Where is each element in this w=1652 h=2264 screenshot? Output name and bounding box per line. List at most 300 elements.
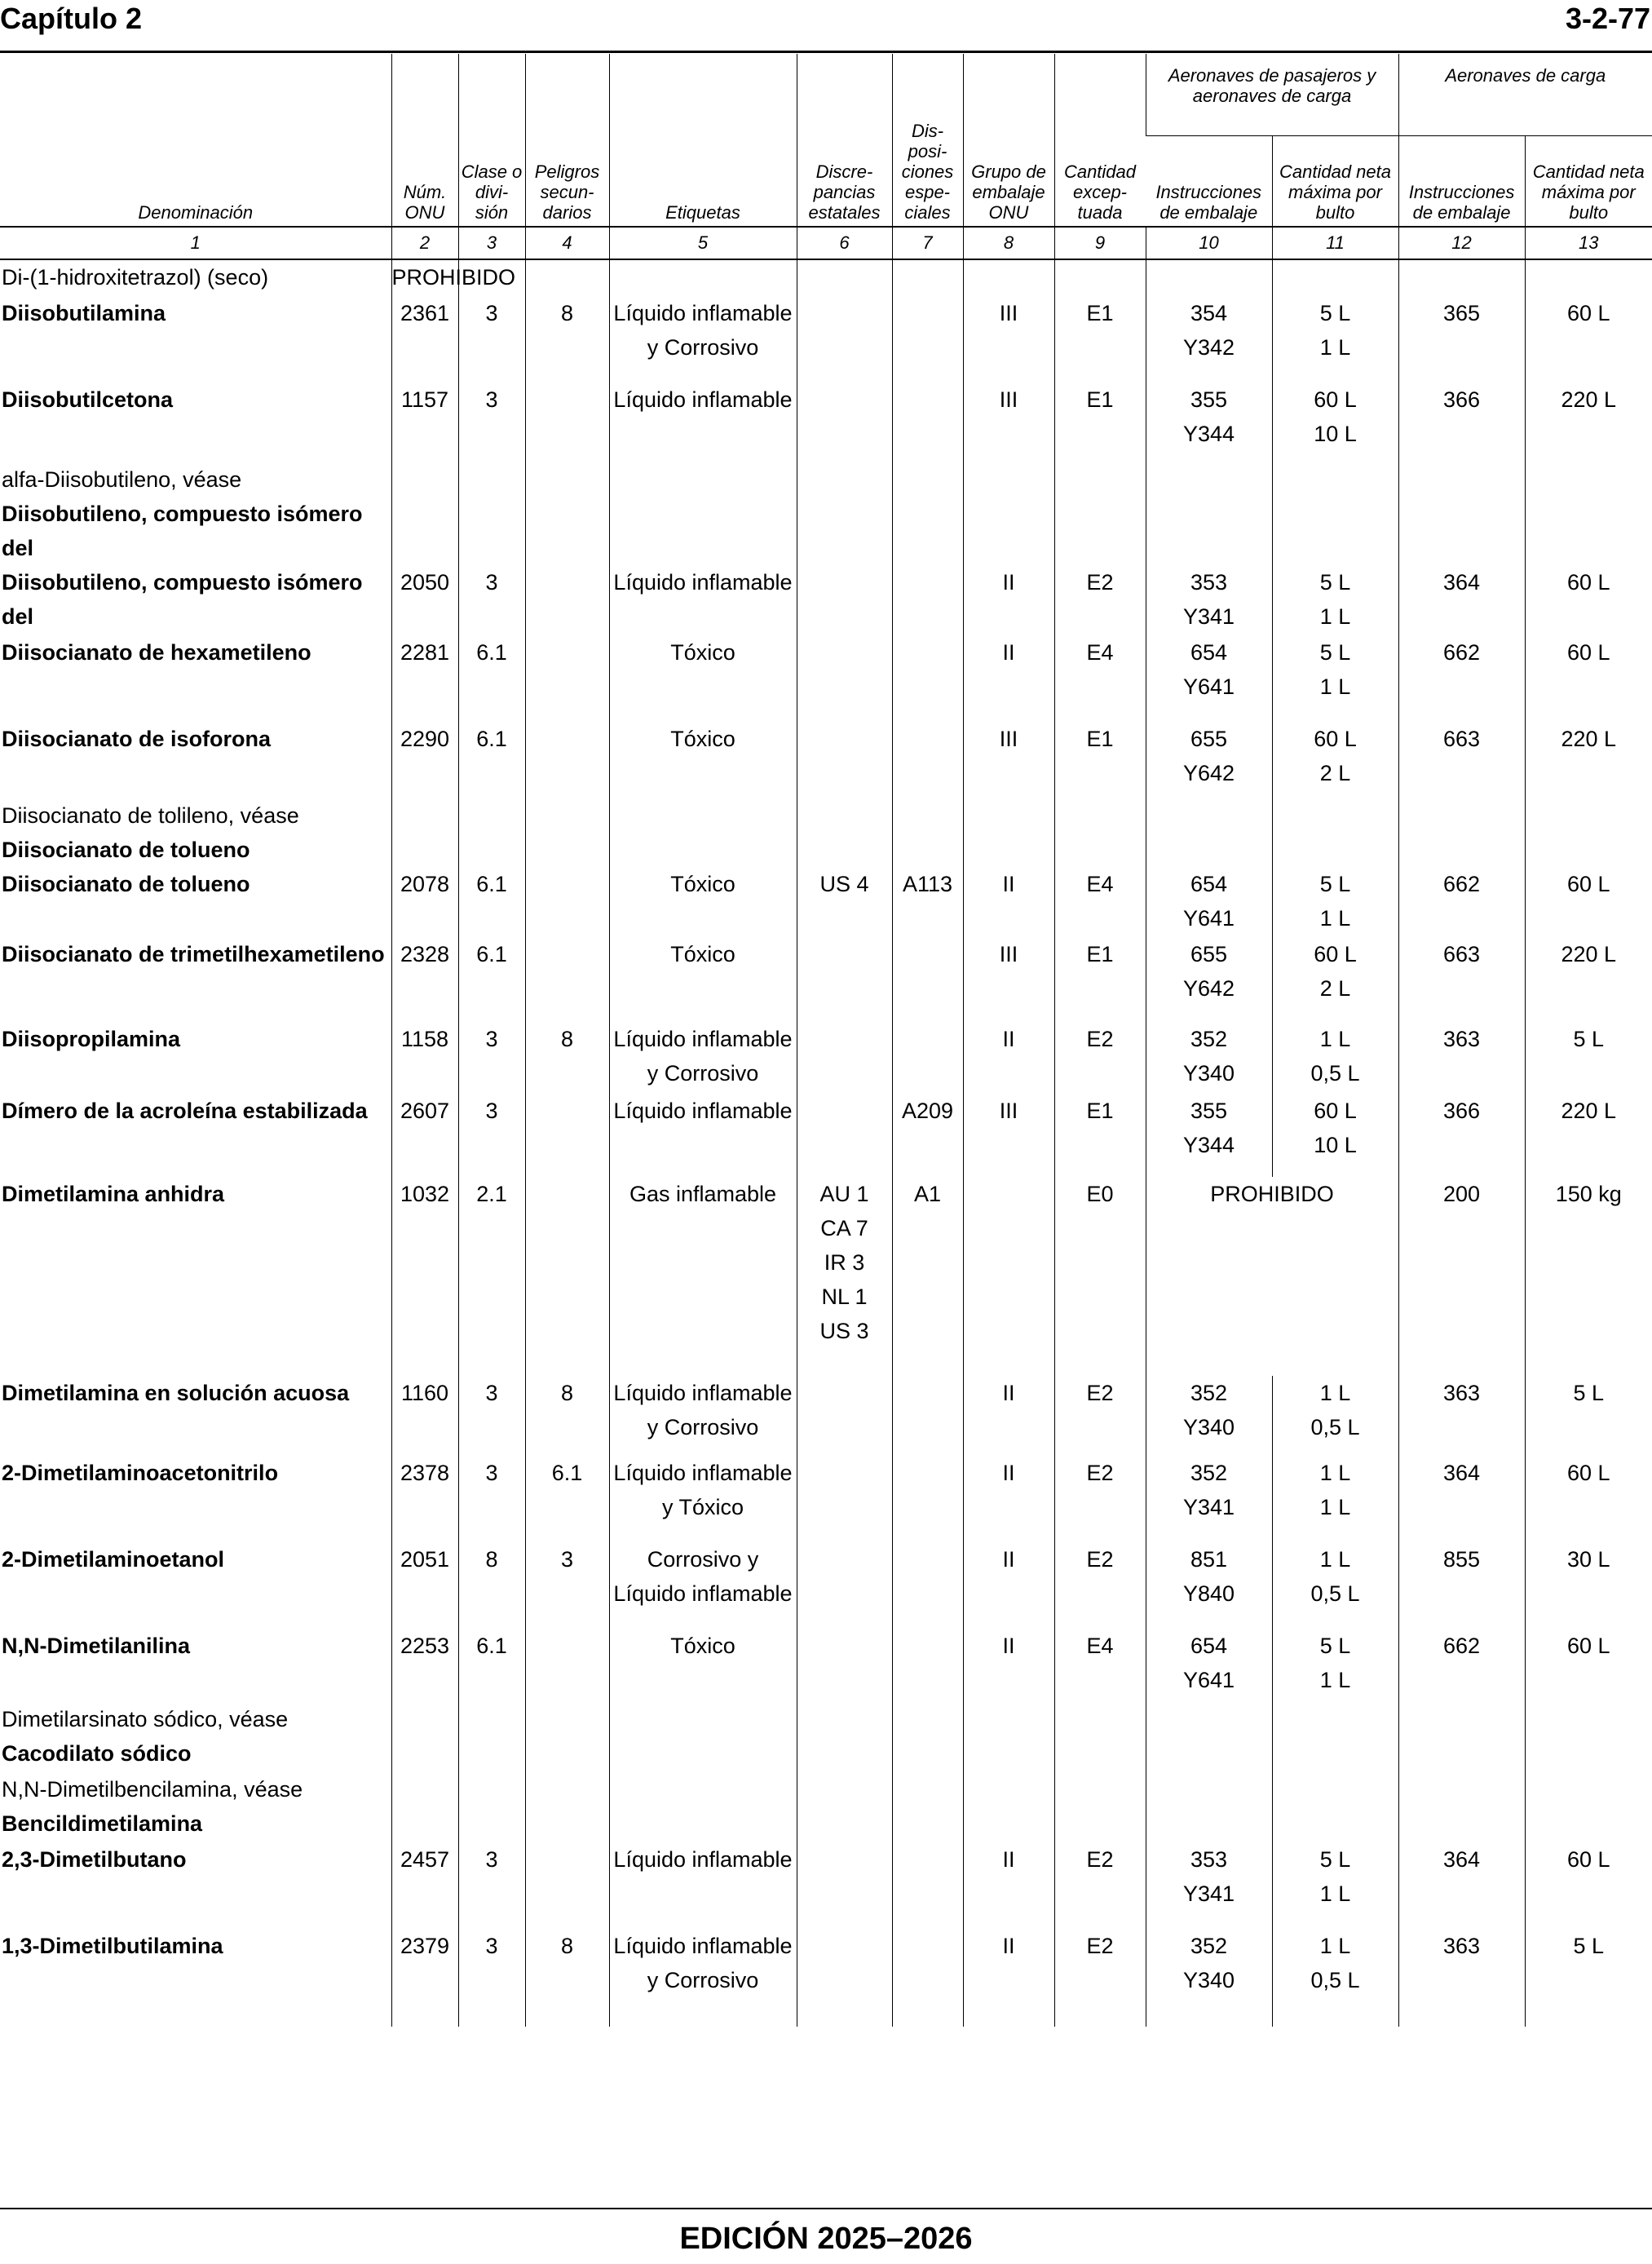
state-variations <box>797 565 892 635</box>
see-also-reference <box>0 1772 391 1842</box>
passenger-prohibited <box>1146 1177 1398 1376</box>
special-provision <box>892 635 963 722</box>
see-also-target: Cacodilato sódico <box>2 1741 192 1766</box>
special-provision <box>892 1376 963 1456</box>
empty-cell <box>458 1772 525 1842</box>
hazard-label: Líquido inflamable y Tóxico <box>609 1456 797 1542</box>
cargo-max-quantity: 60 L <box>1525 1629 1652 1702</box>
substance-name: Diisocianato de hexametileno <box>2 640 311 665</box>
see-also-target: Diisobutileno, compuesto isómero del <box>2 502 363 560</box>
table-row <box>0 1094 1652 1177</box>
state-variations <box>797 1022 892 1094</box>
empty-cell <box>1398 798 1525 867</box>
column-number: 12 <box>1398 227 1525 259</box>
passenger-max-quantity <box>1272 1629 1398 1702</box>
table-row <box>0 937 1652 1022</box>
see-also-reference <box>0 798 391 867</box>
see-also-reference <box>0 1702 391 1772</box>
special-provision <box>892 1456 963 1542</box>
packing-instruction: 851 <box>1190 1547 1228 1572</box>
passenger-packing-instruction <box>1146 565 1272 635</box>
packing-instruction: 352 <box>1190 1461 1228 1485</box>
excepted-quantity: E2 <box>1054 1376 1146 1456</box>
max-quantity: 1 L <box>1319 1381 1351 1405</box>
empty-cell <box>609 1772 797 1842</box>
packing-group: II <box>963 1022 1054 1094</box>
cargo-max-quantity: 60 L <box>1525 296 1652 382</box>
packing-instruction: 654 <box>1190 1634 1228 1658</box>
subsidiary-hazard <box>525 722 609 798</box>
header-discrepancias: Discre- pancias estatales <box>797 54 892 227</box>
page-number: 3-2-77 <box>1565 2 1650 35</box>
packing-instruction: Y641 <box>1182 906 1235 931</box>
passenger-max-quantity <box>1272 937 1398 1022</box>
hazard-class: 3 <box>458 1456 525 1542</box>
empty-cell <box>963 259 1054 296</box>
un-number: 2328 <box>391 937 458 1022</box>
hazard-label: Gas inflamable <box>609 1177 797 1376</box>
packing-instruction: 352 <box>1190 1934 1228 1958</box>
subsidiary-hazard: 8 <box>525 1022 609 1094</box>
special-provision: A113 <box>892 867 963 937</box>
empty-cell <box>963 462 1054 565</box>
excepted-quantity: E2 <box>1054 1842 1146 1929</box>
empty-cell <box>609 798 797 867</box>
max-quantity: 60 L <box>1314 942 1357 966</box>
state-variations <box>797 1842 892 1929</box>
cargo-packing-instruction: 363 <box>1398 1022 1525 1094</box>
packing-instruction: Y340 <box>1182 1415 1235 1439</box>
header-clase: Clase o divi- sión <box>458 54 525 227</box>
special-provision <box>892 296 963 382</box>
un-number: 2607 <box>391 1094 458 1177</box>
substance-name: Dimetilamina anhidra <box>2 1182 225 1206</box>
column-number: 3 <box>458 227 525 259</box>
substance-name: Dimetilamina en solución acuosa <box>2 1381 350 1405</box>
hazard-class: 6.1 <box>458 1629 525 1702</box>
max-quantity: 60 L <box>1314 1099 1357 1123</box>
max-quantity: 5 L <box>1319 301 1351 325</box>
packing-instruction: Y840 <box>1182 1581 1235 1606</box>
subsidiary-hazard <box>525 1629 609 1702</box>
header-disposiciones: Dis- posi- ciones espe- ciales <box>892 54 963 227</box>
packing-instruction: Y344 <box>1182 422 1235 446</box>
un-number: 2361 <box>391 296 458 382</box>
packing-instruction: Y341 <box>1182 604 1235 629</box>
empty-cell <box>391 462 458 565</box>
subsidiary-hazard <box>525 1177 609 1376</box>
hazard-label: Tóxico <box>609 867 797 937</box>
empty-cell <box>609 259 797 296</box>
packing-instruction: 655 <box>1190 942 1228 966</box>
packing-instruction: Y344 <box>1182 1133 1235 1157</box>
passenger-max-quantity <box>1272 1542 1398 1629</box>
hazard-label: Líquido inflamable <box>609 1842 797 1929</box>
max-quantity: 1 L <box>1319 674 1351 699</box>
table-row <box>0 1456 1652 1542</box>
passenger-packing-instruction <box>1146 1629 1272 1702</box>
see-also-target: Bencildimetilamina <box>2 1811 203 1836</box>
empty-cell <box>963 798 1054 867</box>
hazard-class: 3 <box>458 382 525 462</box>
header-peligros: Peligros secun- darios <box>525 54 609 227</box>
empty-cell <box>1146 1772 1272 1842</box>
hazard-class: 6.1 <box>458 722 525 798</box>
passenger-max-quantity <box>1272 1376 1398 1456</box>
special-provision <box>892 722 963 798</box>
prohibited-label: PROHIBIDO <box>391 265 516 290</box>
empty-cell <box>797 259 892 296</box>
empty-cell <box>1525 259 1652 296</box>
cargo-max-quantity: 60 L <box>1525 565 1652 635</box>
header-pax-cantidad: Cantidad neta máxima por bulto <box>1272 136 1398 228</box>
empty-cell <box>1146 798 1272 867</box>
packing-group: II <box>963 867 1054 937</box>
packing-instruction: Y341 <box>1182 1882 1235 1906</box>
special-provision: A1 <box>892 1177 963 1376</box>
cargo-packing-instruction: 366 <box>1398 1094 1525 1177</box>
packing-instruction: 352 <box>1190 1381 1228 1405</box>
cargo-packing-instruction: 200 <box>1398 1177 1525 1376</box>
table-row <box>0 867 1652 937</box>
passenger-max-quantity <box>1272 867 1398 937</box>
subsidiary-hazard: 6.1 <box>525 1456 609 1542</box>
state-variation: US 3 <box>819 1319 869 1343</box>
excepted-quantity: E4 <box>1054 1629 1146 1702</box>
packing-instruction: Y340 <box>1182 1968 1235 1992</box>
column-number: 8 <box>963 227 1054 259</box>
cargo-packing-instruction: 363 <box>1398 1376 1525 1456</box>
empty-cell <box>797 462 892 565</box>
cargo-packing-instruction: 364 <box>1398 565 1525 635</box>
cargo-packing-instruction: 662 <box>1398 1629 1525 1702</box>
empty-cell <box>1272 259 1398 296</box>
empty-cell <box>963 1702 1054 1772</box>
subsidiary-hazard <box>525 565 609 635</box>
empty-cell <box>1272 798 1398 867</box>
max-quantity: 5 L <box>1319 1847 1351 1872</box>
cargo-max-quantity: 30 L <box>1525 1542 1652 1629</box>
header-cantidad-exceptuada: Cantidad excep- tuada <box>1054 54 1146 227</box>
packing-group: II <box>963 1376 1054 1456</box>
excepted-quantity: E1 <box>1054 937 1146 1022</box>
hazard-class: 6.1 <box>458 937 525 1022</box>
max-quantity: 5 L <box>1319 1634 1351 1658</box>
excepted-quantity: E2 <box>1054 1542 1146 1629</box>
packing-group: II <box>963 635 1054 722</box>
empty-cell <box>797 1702 892 1772</box>
passenger-packing-instruction <box>1146 1456 1272 1542</box>
hazard-label: Corrosivo y Líquido inflamable <box>609 1542 797 1629</box>
empty-cell <box>892 798 963 867</box>
hazard-label: Líquido inflamable y Corrosivo <box>609 1022 797 1094</box>
see-also-target: Diisocianato de tolueno <box>2 838 250 862</box>
cargo-packing-instruction: 365 <box>1398 296 1525 382</box>
max-quantity: 10 L <box>1314 422 1357 446</box>
empty-cell <box>1054 798 1146 867</box>
packing-group: II <box>963 1542 1054 1629</box>
column-number: 11 <box>1272 227 1398 259</box>
packing-instruction: Y342 <box>1182 335 1235 360</box>
empty-cell <box>1272 1702 1398 1772</box>
subsidiary-hazard <box>525 937 609 1022</box>
empty-cell <box>1054 462 1146 565</box>
cargo-max-quantity: 60 L <box>1525 1456 1652 1542</box>
column-number: 6 <box>797 227 892 259</box>
excepted-quantity: E1 <box>1054 296 1146 382</box>
state-variations <box>797 722 892 798</box>
passenger-max-quantity <box>1272 565 1398 635</box>
excepted-quantity: E4 <box>1054 867 1146 937</box>
un-number: 2379 <box>391 1929 458 2027</box>
state-variations <box>797 1629 892 1702</box>
excepted-quantity: E2 <box>1054 1022 1146 1094</box>
substance-name: 1,3-Dimetilbutilamina <box>2 1934 223 1958</box>
un-number: 2051 <box>391 1542 458 1629</box>
subsidiary-hazard: 8 <box>525 1376 609 1456</box>
cargo-packing-instruction: 364 <box>1398 1842 1525 1929</box>
empty-cell <box>525 1772 609 1842</box>
prohibited-label: PROHIBIDO <box>1210 1182 1334 1206</box>
empty-cell <box>609 1702 797 1772</box>
passenger-packing-instruction <box>1146 722 1272 798</box>
empty-cell <box>892 259 963 296</box>
column-number: 2 <box>391 227 458 259</box>
passenger-max-quantity <box>1272 296 1398 382</box>
subsidiary-hazard <box>525 382 609 462</box>
column-number-row <box>0 227 1652 259</box>
hazard-class: 6.1 <box>458 635 525 722</box>
passenger-packing-instruction <box>1146 382 1272 462</box>
state-variations <box>797 1177 892 1376</box>
table-row <box>0 259 1652 296</box>
header-num-onu: Núm. ONU <box>391 54 458 227</box>
un-number: 1158 <box>391 1022 458 1094</box>
hazard-label: Tóxico <box>609 722 797 798</box>
state-variations <box>797 1456 892 1542</box>
empty-cell <box>1525 1772 1652 1842</box>
packing-group: II <box>963 1456 1054 1542</box>
un-number: 2253 <box>391 1629 458 1702</box>
packing-instruction: Y341 <box>1182 1495 1235 1519</box>
empty-cell <box>1525 1702 1652 1772</box>
packing-instruction: 355 <box>1190 387 1228 412</box>
un-number: 2281 <box>391 635 458 722</box>
max-quantity: 1 L <box>1319 1027 1351 1051</box>
table-row <box>0 565 1652 635</box>
excepted-quantity: E4 <box>1054 635 1146 722</box>
hazard-label: Líquido inflamable <box>609 1094 797 1177</box>
passenger-packing-instruction <box>1146 296 1272 382</box>
excepted-quantity: E1 <box>1054 1094 1146 1177</box>
passenger-packing-instruction <box>1146 937 1272 1022</box>
empty-cell <box>525 259 609 296</box>
max-quantity: 60 L <box>1314 387 1357 412</box>
state-variations <box>797 1929 892 2027</box>
max-quantity: 1 L <box>1319 1934 1351 1958</box>
empty-cell <box>1146 462 1272 565</box>
column-number: 9 <box>1054 227 1146 259</box>
state-variation: NL 1 <box>821 1285 868 1309</box>
empty-cell <box>1054 1702 1146 1772</box>
substance-name: Diisopropilamina <box>2 1027 181 1051</box>
un-number: 1157 <box>391 382 458 462</box>
packing-instruction: 654 <box>1190 640 1228 665</box>
substance-name: Diisobutileno, compuesto isómero del <box>2 570 363 629</box>
special-provision <box>892 937 963 1022</box>
empty-cell <box>1525 798 1652 867</box>
passenger-max-quantity <box>1272 1842 1398 1929</box>
table-body <box>0 259 1652 2027</box>
empty-cell <box>1146 259 1272 296</box>
passenger-packing-instruction <box>1146 1542 1272 1629</box>
cargo-max-quantity: 220 L <box>1525 722 1652 798</box>
substance-name: Diisocianato de isoforona <box>2 727 272 751</box>
footer-rule <box>0 2208 1652 2209</box>
max-quantity: 2 L <box>1319 761 1351 785</box>
packing-group: III <box>963 1094 1054 1177</box>
chapter-title: Capítulo 2 <box>0 2 143 35</box>
empty-cell <box>391 798 458 867</box>
empty-cell <box>892 462 963 565</box>
passenger-packing-instruction <box>1146 1842 1272 1929</box>
empty-cell <box>892 1702 963 1772</box>
table-row <box>0 798 1652 867</box>
max-quantity: 10 L <box>1314 1133 1357 1157</box>
state-variation: AU 1 <box>819 1182 869 1206</box>
cargo-packing-instruction: 662 <box>1398 635 1525 722</box>
empty-cell <box>458 1702 525 1772</box>
empty-cell <box>609 462 797 565</box>
excepted-quantity: E2 <box>1054 1929 1146 2027</box>
state-variations <box>797 382 892 462</box>
table-row <box>0 722 1652 798</box>
table-row <box>0 382 1652 462</box>
substance-name: 2-Dimetilaminoacetonitrilo <box>2 1461 279 1485</box>
cargo-packing-instruction: 364 <box>1398 1456 1525 1542</box>
table-row <box>0 1702 1652 1772</box>
cargo-packing-instruction: 363 <box>1398 1929 1525 2027</box>
column-number: 13 <box>1525 227 1652 259</box>
packing-group: II <box>963 1929 1054 2027</box>
max-quantity: 1 L <box>1319 1461 1351 1485</box>
substance-name: Diisocianato de tolueno <box>2 872 250 896</box>
column-number: 5 <box>609 227 797 259</box>
packing-instruction: 352 <box>1190 1027 1228 1051</box>
max-quantity: 0,5 L <box>1310 1968 1360 1992</box>
hazard-label: Tóxico <box>609 1629 797 1702</box>
special-provision <box>892 1629 963 1702</box>
row-name: Di-(1-hidroxitetrazol) (seco) <box>2 265 269 290</box>
table-row <box>0 1629 1652 1702</box>
table-row <box>0 1842 1652 1929</box>
max-quantity: 60 L <box>1314 727 1357 751</box>
hazard-class: 2.1 <box>458 1177 525 1376</box>
passenger-packing-instruction <box>1146 1022 1272 1094</box>
cargo-max-quantity: 220 L <box>1525 1094 1652 1177</box>
see-also-prefix: Diisocianato de tolileno, véase <box>2 803 299 828</box>
see-also-reference <box>0 462 391 565</box>
substance-name: Dímero de la acroleína estabilizada <box>2 1099 368 1123</box>
empty-cell <box>892 1772 963 1842</box>
empty-cell <box>458 462 525 565</box>
column-number: 7 <box>892 227 963 259</box>
subsidiary-hazard: 8 <box>525 296 609 382</box>
packing-instruction: 353 <box>1190 570 1228 595</box>
empty-cell <box>1398 462 1525 565</box>
passenger-max-quantity <box>1272 1022 1398 1094</box>
header-rule <box>0 51 1652 53</box>
table-row <box>0 1772 1652 1842</box>
passenger-packing-instruction <box>1146 867 1272 937</box>
hazard-class: 3 <box>458 1376 525 1456</box>
header-pax-instrucciones: Instrucciones de embalaje <box>1155 182 1262 223</box>
empty-cell <box>797 1772 892 1842</box>
passenger-packing-instruction <box>1146 635 1272 722</box>
edition-footer: EDICIÓN 2025–2026 <box>679 2222 973 2256</box>
passenger-max-quantity <box>1272 1456 1398 1542</box>
max-quantity: 5 L <box>1319 570 1351 595</box>
max-quantity: 1 L <box>1319 1882 1351 1906</box>
substance-name: Diisobutilcetona <box>2 387 174 412</box>
table-row <box>0 1542 1652 1629</box>
see-also-prefix: N,N-Dimetilbencilamina, véase <box>2 1777 303 1802</box>
empty-cell <box>1272 462 1398 565</box>
state-variations <box>797 867 892 937</box>
passenger-packing-instruction <box>1146 1929 1272 2027</box>
max-quantity: 1 L <box>1319 906 1351 931</box>
hazard-class: 3 <box>458 1022 525 1094</box>
special-provision <box>892 382 963 462</box>
hazard-class: 3 <box>458 565 525 635</box>
hazard-label: Tóxico <box>609 937 797 1022</box>
substance-name: 2,3-Dimetilbutano <box>2 1847 187 1872</box>
passenger-packing-instruction <box>1146 1376 1272 1456</box>
state-variation: CA 7 <box>820 1216 868 1240</box>
cargo-max-quantity: 60 L <box>1525 1842 1652 1929</box>
empty-cell <box>525 798 609 867</box>
dangerous-goods-table <box>0 54 1652 2027</box>
state-variation: US 4 <box>819 872 869 896</box>
max-quantity: 1 L <box>1319 1668 1351 1692</box>
subsidiary-hazard <box>525 1094 609 1177</box>
empty-cell <box>1525 462 1652 565</box>
packing-instruction: 353 <box>1190 1847 1228 1872</box>
un-number: 1160 <box>391 1376 458 1456</box>
state-variation: IR 3 <box>824 1250 865 1275</box>
max-quantity: 5 L <box>1319 640 1351 665</box>
passenger-max-quantity <box>1272 722 1398 798</box>
un-number: 2290 <box>391 722 458 798</box>
header-cao-instrucciones: Instrucciones de embalaje <box>1398 136 1525 228</box>
empty-cell <box>797 798 892 867</box>
packing-instruction: Y340 <box>1182 1061 1235 1086</box>
state-variations <box>797 635 892 722</box>
prohibited-cell <box>391 259 516 296</box>
substance-name: 2-Dimetilaminoetanol <box>2 1547 225 1572</box>
header-group-cargo: Aeronaves de carga <box>1398 54 1652 136</box>
column-number: 4 <box>525 227 609 259</box>
table-row <box>0 1022 1652 1094</box>
page-header <box>0 0 1652 51</box>
packing-instruction: 354 <box>1190 301 1228 325</box>
empty-cell <box>525 1702 609 1772</box>
hazard-class: 3 <box>458 296 525 382</box>
un-number: 2378 <box>391 1456 458 1542</box>
hazard-label: Líquido inflamable y Corrosivo <box>609 1376 797 1456</box>
column-number: 10 <box>1146 227 1272 259</box>
hazard-label: Líquido inflamable <box>609 382 797 462</box>
